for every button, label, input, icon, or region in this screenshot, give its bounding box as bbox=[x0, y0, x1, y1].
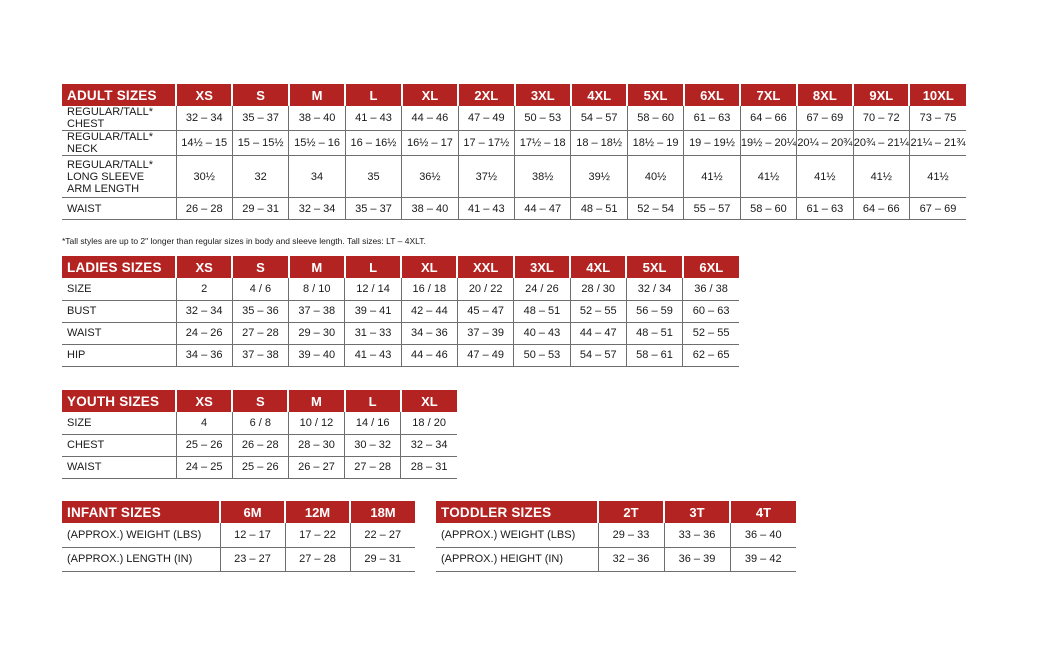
table-row bbox=[62, 106, 966, 131]
toddler-header-row bbox=[436, 501, 796, 523]
size-value-cell: 48 – 51 bbox=[626, 322, 682, 344]
table-row bbox=[62, 131, 966, 156]
toddler-body bbox=[436, 523, 796, 571]
ladies-header-row bbox=[62, 256, 739, 278]
row-label bbox=[62, 156, 176, 198]
adult-tall-note: *Tall styles are up to 2" longer than regular sizes in body and sleeve length. Tall sizes: LT – 4XLT. bbox=[62, 236, 426, 246]
row-label-line: (APPROX.) HEIGHT (IN) bbox=[441, 553, 564, 565]
size-header: S bbox=[232, 84, 288, 106]
size-value-cell: 19½ – 20¼ bbox=[740, 131, 796, 156]
table-row bbox=[436, 547, 796, 571]
size-value-cell: 28 – 30 bbox=[288, 434, 344, 456]
size-value-cell: 47 – 49 bbox=[457, 344, 513, 366]
size-value-cell: 48 – 51 bbox=[571, 198, 627, 220]
table-row bbox=[62, 547, 415, 571]
size-value-cell: 31 – 33 bbox=[345, 322, 401, 344]
infant-body bbox=[62, 523, 415, 571]
size-value-cell: 41½ bbox=[853, 156, 909, 198]
size-value-cell: 61 – 63 bbox=[684, 106, 740, 131]
size-header: 10XL bbox=[909, 84, 966, 106]
adult-size-table bbox=[62, 84, 966, 220]
size-value-cell: 17 – 22 bbox=[285, 523, 350, 547]
size-value-cell: 44 – 47 bbox=[515, 198, 571, 220]
size-value-cell: 16½ – 17 bbox=[402, 131, 458, 156]
size-value-cell: 38½ bbox=[515, 156, 571, 198]
row-label-line: CHEST bbox=[67, 439, 105, 451]
size-value-cell: 28 – 31 bbox=[401, 456, 457, 478]
size-value-cell: 58 – 60 bbox=[740, 198, 796, 220]
size-value-cell: 16 – 16½ bbox=[345, 131, 401, 156]
size-value-cell: 35 – 37 bbox=[345, 198, 401, 220]
size-header: XL bbox=[401, 256, 457, 278]
table-row bbox=[62, 434, 457, 456]
size-value-cell: 64 – 66 bbox=[740, 106, 796, 131]
adult-body bbox=[62, 106, 966, 220]
size-header: 4XL bbox=[570, 256, 626, 278]
size-value-cell: 44 – 46 bbox=[401, 344, 457, 366]
size-value-cell: 34 – 36 bbox=[176, 344, 232, 366]
size-header: 5XL bbox=[627, 84, 683, 106]
size-value-cell: 45 – 47 bbox=[457, 300, 513, 322]
size-value-cell: 32 – 34 bbox=[289, 198, 345, 220]
size-value-cell: 47 – 49 bbox=[458, 106, 514, 131]
size-value-cell: 54 – 57 bbox=[570, 344, 626, 366]
size-value-cell: 58 – 60 bbox=[627, 106, 683, 131]
size-value-cell: 29 – 30 bbox=[289, 322, 345, 344]
size-value-cell: 20¾ – 21¼ bbox=[853, 131, 909, 156]
size-value-cell: 37 – 38 bbox=[232, 344, 288, 366]
size-value-cell: 27 – 28 bbox=[232, 322, 288, 344]
size-header: XS bbox=[176, 390, 232, 412]
size-value-cell: 32 / 34 bbox=[626, 278, 682, 300]
size-value-cell: 52 – 55 bbox=[683, 322, 739, 344]
size-value-cell: 35 – 36 bbox=[232, 300, 288, 322]
row-label-line: WAIST bbox=[67, 327, 102, 339]
row-label-line: (APPROX.) WEIGHT (LBS) bbox=[67, 528, 202, 541]
size-value-cell: 33 – 36 bbox=[664, 523, 730, 547]
size-header: XL bbox=[402, 84, 458, 106]
size-header: L bbox=[345, 256, 401, 278]
size-header: 8XL bbox=[797, 84, 853, 106]
youth-size-table bbox=[62, 390, 457, 479]
table-row bbox=[436, 523, 796, 547]
size-value-cell: 50 – 53 bbox=[515, 106, 571, 131]
size-value-cell: 54 – 57 bbox=[571, 106, 627, 131]
infant-header-row bbox=[62, 501, 415, 523]
row-label-line: REGULAR/TALL* bbox=[67, 158, 153, 171]
row-label-line: SIZE bbox=[67, 416, 92, 429]
size-value-cell: 30 – 32 bbox=[345, 434, 401, 456]
size-value-cell: 37½ bbox=[458, 156, 514, 198]
size-value-cell: 21¼ – 21¾ bbox=[909, 131, 966, 156]
size-value-cell: 38 – 40 bbox=[289, 106, 345, 131]
size-value-cell: 39 – 40 bbox=[289, 344, 345, 366]
size-header: XL bbox=[401, 390, 457, 412]
size-value-cell: 62 – 65 bbox=[683, 344, 739, 366]
row-label bbox=[62, 278, 176, 300]
table-row bbox=[62, 278, 739, 300]
size-value-cell: 4 bbox=[176, 412, 232, 434]
size-value-cell: 27 – 28 bbox=[345, 456, 401, 478]
row-label-line: LONG SLEEVE bbox=[67, 170, 145, 183]
size-value-cell: 19 – 19½ bbox=[684, 131, 740, 156]
size-value-cell: 58 – 61 bbox=[626, 344, 682, 366]
toddler-size-table bbox=[436, 501, 796, 572]
table-row bbox=[62, 300, 739, 322]
size-value-cell: 34 bbox=[289, 156, 345, 198]
size-value-cell: 37 – 39 bbox=[457, 322, 513, 344]
size-value-cell: 20 / 22 bbox=[457, 278, 513, 300]
table-title: YOUTH SIZES bbox=[62, 390, 176, 412]
size-value-cell: 64 – 66 bbox=[853, 198, 909, 220]
row-label bbox=[436, 523, 598, 547]
size-header: S bbox=[232, 256, 288, 278]
size-value-cell: 38 – 40 bbox=[402, 198, 458, 220]
size-value-cell: 42 – 44 bbox=[401, 300, 457, 322]
table-title: LADIES SIZES bbox=[62, 256, 176, 278]
row-label-line: (APPROX.) LENGTH (IN) bbox=[67, 553, 193, 565]
size-value-cell: 41 – 43 bbox=[345, 106, 401, 131]
size-value-cell: 14½ – 15 bbox=[176, 131, 232, 156]
size-value-cell: 48 – 51 bbox=[514, 300, 570, 322]
size-value-cell: 36 – 40 bbox=[730, 523, 796, 547]
size-header: 12M bbox=[285, 501, 350, 523]
youth-body bbox=[62, 412, 457, 478]
row-label-line: NECK bbox=[67, 143, 98, 155]
table-row bbox=[62, 198, 966, 220]
size-header: 5XL bbox=[626, 256, 682, 278]
row-label-line: CHEST bbox=[67, 118, 105, 130]
size-value-cell: 15 – 15½ bbox=[232, 131, 288, 156]
size-value-cell: 41½ bbox=[797, 156, 853, 198]
row-label bbox=[62, 131, 176, 156]
size-value-cell: 41½ bbox=[740, 156, 796, 198]
size-value-cell: 32 – 36 bbox=[598, 547, 664, 571]
size-header: M bbox=[288, 390, 344, 412]
size-value-cell: 39 – 42 bbox=[730, 547, 796, 571]
size-header: XS bbox=[176, 84, 232, 106]
size-value-cell: 18 – 18½ bbox=[571, 131, 627, 156]
size-value-cell: 52 – 55 bbox=[570, 300, 626, 322]
size-value-cell: 17 – 17½ bbox=[458, 131, 514, 156]
size-value-cell: 32 – 34 bbox=[176, 106, 232, 131]
table-row bbox=[62, 412, 457, 434]
size-header: 2T bbox=[598, 501, 664, 523]
row-label bbox=[62, 198, 176, 220]
ladies-body bbox=[62, 278, 739, 366]
size-value-cell: 36½ bbox=[402, 156, 458, 198]
size-value-cell: 12 – 17 bbox=[220, 523, 285, 547]
table-row bbox=[62, 322, 739, 344]
row-label bbox=[62, 322, 176, 344]
size-value-cell: 17½ – 18 bbox=[515, 131, 571, 156]
row-label bbox=[62, 106, 176, 131]
size-value-cell: 37 – 38 bbox=[289, 300, 345, 322]
youth-header-row bbox=[62, 390, 457, 412]
size-header: 4T bbox=[730, 501, 796, 523]
size-value-cell: 36 / 38 bbox=[683, 278, 739, 300]
size-header: 3XL bbox=[514, 256, 570, 278]
size-value-cell: 25 – 26 bbox=[232, 456, 288, 478]
size-value-cell: 56 – 59 bbox=[626, 300, 682, 322]
size-value-cell: 26 – 28 bbox=[232, 434, 288, 456]
size-header: L bbox=[345, 390, 401, 412]
size-value-cell: 18 / 20 bbox=[401, 412, 457, 434]
size-value-cell: 23 – 27 bbox=[220, 547, 285, 571]
ladies-size-table bbox=[62, 256, 739, 367]
size-value-cell: 73 – 75 bbox=[909, 106, 966, 131]
size-header: 3XL bbox=[515, 84, 571, 106]
size-header: 9XL bbox=[853, 84, 909, 106]
row-label bbox=[62, 300, 176, 322]
size-value-cell: 30½ bbox=[176, 156, 232, 198]
size-value-cell: 61 – 63 bbox=[797, 198, 853, 220]
size-value-cell: 41 – 43 bbox=[345, 344, 401, 366]
table-row bbox=[62, 156, 966, 198]
table-title: ADULT SIZES bbox=[62, 84, 176, 106]
size-value-cell: 6 / 8 bbox=[232, 412, 288, 434]
size-value-cell: 32 – 34 bbox=[176, 300, 232, 322]
size-value-cell: 34 – 36 bbox=[401, 322, 457, 344]
row-label-line: (APPROX.) WEIGHT (LBS) bbox=[441, 528, 576, 541]
size-value-cell: 29 – 33 bbox=[598, 523, 664, 547]
size-value-cell: 41½ bbox=[909, 156, 966, 198]
size-value-cell: 14 / 16 bbox=[345, 412, 401, 434]
size-value-cell: 32 bbox=[232, 156, 288, 198]
row-label bbox=[436, 547, 598, 571]
size-value-cell: 2 bbox=[176, 278, 232, 300]
size-value-cell: 15½ – 16 bbox=[289, 131, 345, 156]
size-value-cell: 28 / 30 bbox=[570, 278, 626, 300]
row-label bbox=[62, 523, 220, 547]
row-label bbox=[62, 547, 220, 571]
size-header: 2XL bbox=[458, 84, 514, 106]
size-header: 6XL bbox=[684, 84, 740, 106]
size-value-cell: 4 / 6 bbox=[232, 278, 288, 300]
size-value-cell: 70 – 72 bbox=[853, 106, 909, 131]
row-label-line: HIP bbox=[67, 349, 86, 361]
size-value-cell: 24 / 26 bbox=[514, 278, 570, 300]
size-value-cell: 12 / 14 bbox=[345, 278, 401, 300]
size-value-cell: 20¼ – 20¾ bbox=[797, 131, 853, 156]
size-header: S bbox=[232, 390, 288, 412]
size-value-cell: 40 – 43 bbox=[514, 322, 570, 344]
table-title: TODDLER SIZES bbox=[436, 501, 598, 523]
size-header: 7XL bbox=[740, 84, 796, 106]
size-value-cell: 24 – 25 bbox=[176, 456, 232, 478]
size-header: 18M bbox=[350, 501, 415, 523]
size-header: 4XL bbox=[571, 84, 627, 106]
size-value-cell: 10 / 12 bbox=[288, 412, 344, 434]
row-label bbox=[62, 456, 176, 478]
size-value-cell: 50 – 53 bbox=[514, 344, 570, 366]
size-value-cell: 24 – 26 bbox=[176, 322, 232, 344]
infant-size-table bbox=[62, 501, 415, 572]
size-value-cell: 40½ bbox=[627, 156, 683, 198]
table-row bbox=[62, 456, 457, 478]
size-header: 3T bbox=[664, 501, 730, 523]
size-header: 6M bbox=[220, 501, 285, 523]
table-title: INFANT SIZES bbox=[62, 501, 220, 523]
table-row bbox=[62, 344, 739, 366]
row-label-line: REGULAR/TALL* bbox=[67, 106, 153, 118]
size-value-cell: 67 – 69 bbox=[909, 198, 966, 220]
size-value-cell: 8 / 10 bbox=[289, 278, 345, 300]
row-label bbox=[62, 412, 176, 434]
size-value-cell: 26 – 27 bbox=[288, 456, 344, 478]
size-header: L bbox=[345, 84, 401, 106]
size-header: XXL bbox=[457, 256, 513, 278]
size-value-cell: 35 – 37 bbox=[232, 106, 288, 131]
size-value-cell: 44 – 47 bbox=[570, 322, 626, 344]
size-value-cell: 55 – 57 bbox=[684, 198, 740, 220]
size-header: M bbox=[289, 84, 345, 106]
size-value-cell: 39 – 41 bbox=[345, 300, 401, 322]
size-value-cell: 32 – 34 bbox=[401, 434, 457, 456]
size-value-cell: 41 – 43 bbox=[458, 198, 514, 220]
size-value-cell: 26 – 28 bbox=[176, 198, 232, 220]
size-header: 6XL bbox=[683, 256, 739, 278]
table-row bbox=[62, 523, 415, 547]
row-label-line: WAIST bbox=[67, 202, 102, 215]
size-value-cell: 67 – 69 bbox=[797, 106, 853, 131]
size-value-cell: 29 – 31 bbox=[350, 547, 415, 571]
size-value-cell: 39½ bbox=[571, 156, 627, 198]
size-value-cell: 44 – 46 bbox=[402, 106, 458, 131]
size-value-cell: 29 – 31 bbox=[232, 198, 288, 220]
size-value-cell: 18½ – 19 bbox=[627, 131, 683, 156]
adult-header-row bbox=[62, 84, 966, 106]
row-label-line: BUST bbox=[67, 305, 97, 317]
size-value-cell: 27 – 28 bbox=[285, 547, 350, 571]
size-value-cell: 22 – 27 bbox=[350, 523, 415, 547]
row-label-line: SIZE bbox=[67, 282, 92, 295]
size-value-cell: 60 – 63 bbox=[683, 300, 739, 322]
row-label bbox=[62, 434, 176, 456]
size-header: XS bbox=[176, 256, 232, 278]
size-value-cell: 41½ bbox=[684, 156, 740, 198]
size-value-cell: 25 – 26 bbox=[176, 434, 232, 456]
size-value-cell: 36 – 39 bbox=[664, 547, 730, 571]
row-label-line: ARM LENGTH bbox=[67, 182, 140, 195]
size-value-cell: 52 – 54 bbox=[627, 198, 683, 220]
row-label bbox=[62, 344, 176, 366]
row-label-line: REGULAR/TALL* bbox=[67, 131, 153, 143]
size-header: M bbox=[289, 256, 345, 278]
row-label-line: WAIST bbox=[67, 461, 102, 473]
size-value-cell: 35 bbox=[345, 156, 401, 198]
size-value-cell: 16 / 18 bbox=[401, 278, 457, 300]
